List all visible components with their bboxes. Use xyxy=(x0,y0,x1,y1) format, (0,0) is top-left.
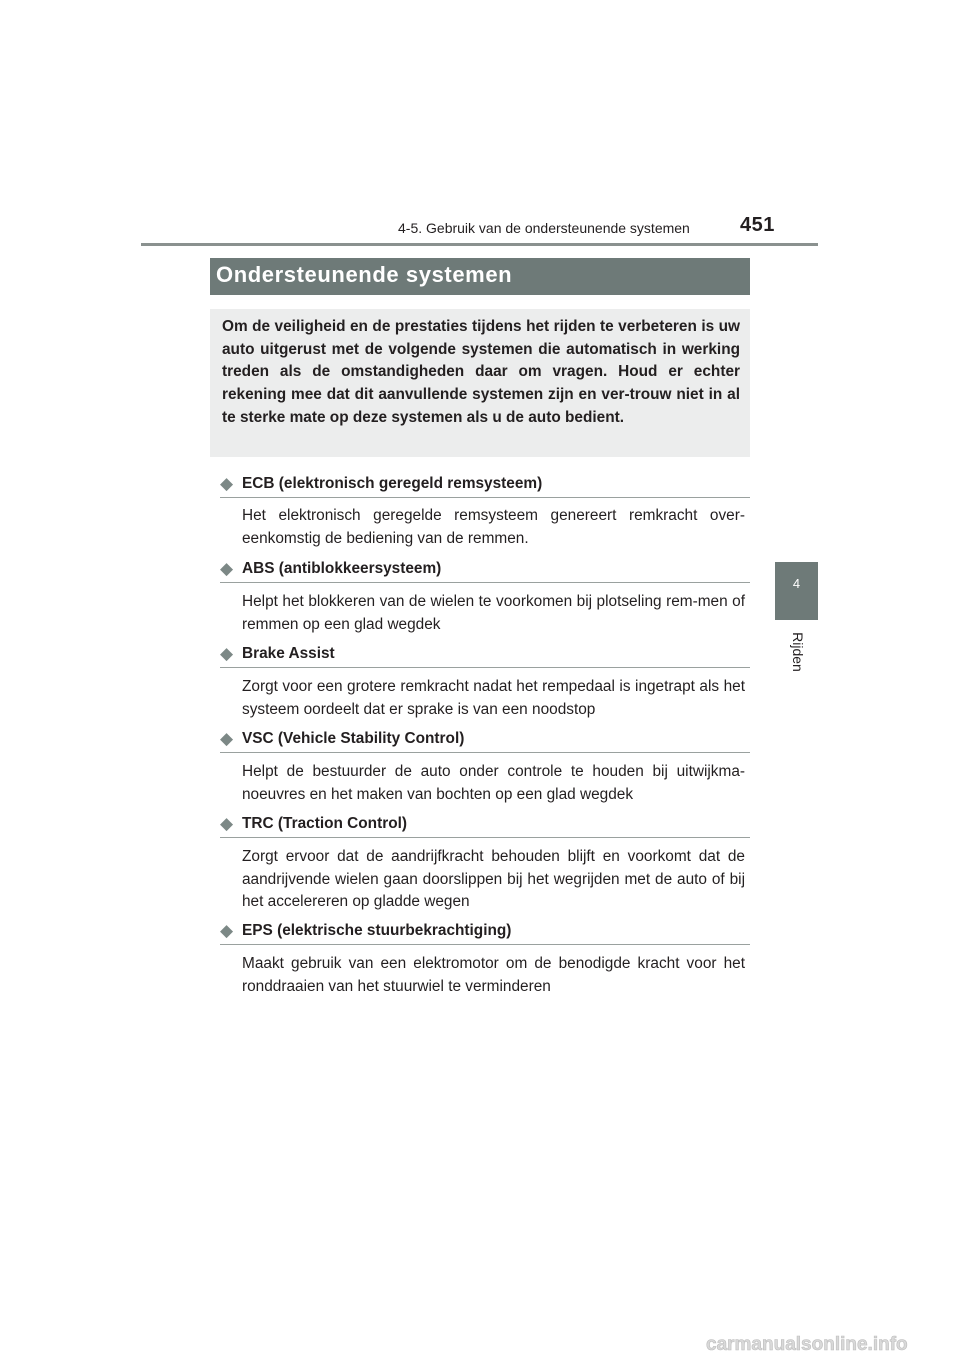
item-heading-ecb xyxy=(220,474,750,498)
item-heading-brake-assist xyxy=(220,644,750,668)
item-body: Maakt gebruik van een elektromotor om de benodigde kracht voor het ronddraaien van het stuurwiel te verminderen xyxy=(242,955,745,995)
item-body: Zorgt ervoor dat de aandrijfkracht behouden blijft en voorkomt dat de aandrijvende wielen gaan doorslippen bij het wegrijden met de auto of bij het accelereren op gladde wegen xyxy=(242,848,745,911)
item-rule xyxy=(220,837,750,838)
item-body: Helpt de bestuurder de auto onder controle te houden bij uitwijkma-noeuvres en het maken van bochten op een glad wegdek xyxy=(242,763,745,803)
section-path: 4-5. Gebruik van de ondersteunende systemen xyxy=(398,220,690,236)
item-heading-eps xyxy=(220,921,750,945)
item-heading-label: ECB (elektronisch geregeld remsysteem) xyxy=(242,475,543,492)
item-heading-label: EPS (elektrische stuurbekrachtiging) xyxy=(242,922,512,939)
diamond-bullet-icon: ◆ xyxy=(220,814,234,833)
item-heading-label: Brake Assist xyxy=(242,645,335,662)
diamond-bullet-icon: ◆ xyxy=(220,474,234,493)
header-rule xyxy=(141,243,818,246)
diamond-bullet-icon: ◆ xyxy=(220,559,234,578)
item-heading-label: ABS (antiblokkeersysteem) xyxy=(242,560,442,577)
watermark-logo xyxy=(702,1330,960,1358)
item-rule xyxy=(220,667,750,668)
item-rule xyxy=(220,944,750,945)
item-heading-vsc xyxy=(220,729,750,753)
chapter-number: 4 xyxy=(792,576,801,591)
page-number: 451 xyxy=(740,214,775,236)
diamond-bullet-icon: ◆ xyxy=(220,644,234,663)
item-body: Helpt het blokkeren van de wielen te voorkomen bij plotseling rem-men of remmen op een glad wegdek xyxy=(242,593,745,633)
section-title: Ondersteunende systemen xyxy=(216,262,513,287)
svg-text:carmanualsonline.info: carmanualsonline.info xyxy=(706,1334,908,1355)
item-heading-trc xyxy=(220,814,750,838)
diamond-bullet-icon: ◆ xyxy=(220,729,234,748)
diamond-bullet-icon: ◆ xyxy=(220,921,234,940)
intro-text: Om de veiligheid en de prestaties tijdens het rijden te verbeteren is uw auto uitgerust met de volgende systemen die automatisch in werking treden als de omstandigheden daar om vragen. Houd er echter rekening mee dat dit aanvullende systemen zijn en ver-trouw niet in al te sterke mate op deze systemen als u de auto bedient. xyxy=(222,318,740,426)
item-rule xyxy=(220,582,750,583)
item-heading-label: VSC (Vehicle Stability Control) xyxy=(242,730,465,747)
item-heading-label: TRC (Traction Control) xyxy=(242,815,408,832)
chapter-tab xyxy=(775,562,818,620)
item-body: Zorgt voor een grotere remkracht nadat het rempedaal is ingetrapt als het systeem oordeelt dat er sprake is van een noodstop xyxy=(242,678,745,718)
item-rule xyxy=(220,497,750,498)
item-heading-abs xyxy=(220,559,750,583)
chapter-label: Rijden xyxy=(790,632,806,672)
item-rule xyxy=(220,752,750,753)
item-body: Het elektronisch geregelde remsysteem genereert remkracht over-eenkomstig de bediening van de remmen. xyxy=(242,507,745,547)
